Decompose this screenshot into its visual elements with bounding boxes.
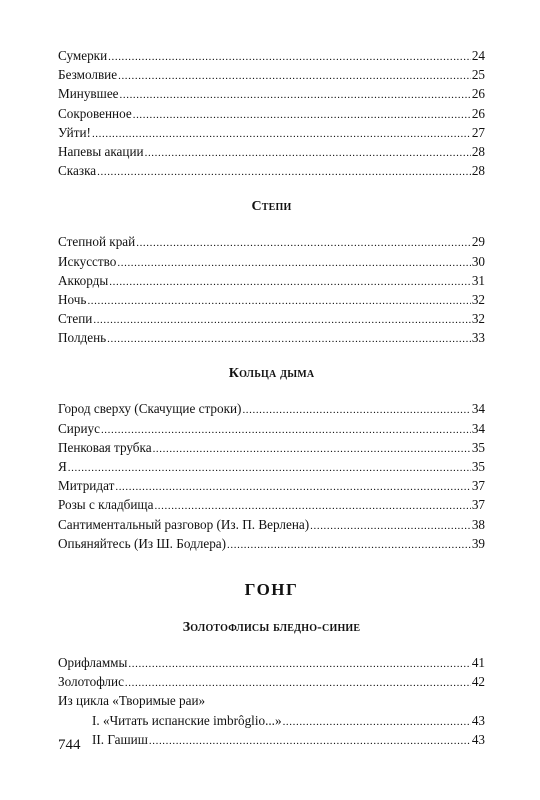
toc-entry-page: 35 <box>471 459 485 474</box>
toc-entry-title: Полдень <box>58 330 107 346</box>
toc-entry-page: 37 <box>471 497 485 513</box>
toc-entry <box>58 495 485 514</box>
toc-entry-title: Ночь <box>58 291 87 307</box>
dot-leader <box>128 655 470 674</box>
toc-entry-page: 28 <box>471 143 485 159</box>
page-number: 744 <box>58 737 81 753</box>
toc-entry-page: 37 <box>471 478 485 494</box>
toc-entry <box>58 46 485 65</box>
toc-entry-page: 29 <box>471 234 485 250</box>
dot-leader <box>115 478 470 497</box>
dot-leader <box>145 144 471 163</box>
toc-entry-title: Искусство <box>58 253 117 269</box>
dot-leader <box>107 330 471 349</box>
toc-entry <box>58 142 485 161</box>
dot-leader <box>133 106 471 125</box>
toc-entry <box>58 730 485 749</box>
toc-entry-title: Опьяняйтесь (Из Ш. Бодлера) <box>58 535 227 551</box>
section-heading: Степи <box>251 199 292 215</box>
toc-entry-page: 41 <box>471 654 485 670</box>
dot-leader <box>108 48 471 67</box>
section-heading: Золотофлисы бледно-синие <box>182 619 361 635</box>
toc-entry <box>58 476 485 495</box>
toc-entry <box>58 252 485 271</box>
toc-entry <box>58 515 485 534</box>
toc-entry-page: 28 <box>471 163 485 179</box>
toc-entry <box>58 534 485 553</box>
dot-leader <box>227 536 471 555</box>
toc-entry-page: 34 <box>471 420 485 436</box>
toc-entry-page: 31 <box>471 272 485 288</box>
toc-entry-page: 26 <box>471 86 485 102</box>
toc-entry-title: Сумерки <box>58 48 108 63</box>
dot-leader <box>242 401 470 420</box>
toc-entry-title: Степной край <box>58 234 136 250</box>
toc-entry <box>58 309 485 328</box>
toc-entry <box>58 65 485 84</box>
toc-entry-title: Розы с кладбища <box>58 497 154 513</box>
toc-entry <box>58 691 485 710</box>
dot-leader <box>92 125 471 144</box>
toc-entry-title: Митридат <box>58 478 115 494</box>
toc-entry-title: I. «Читать испанские imbrôglio...» <box>92 712 282 728</box>
toc-entry <box>58 232 485 251</box>
toc-entry-title: Из цикла «Творимые раи» <box>58 693 206 709</box>
toc-entry-title: Уйти! <box>58 124 91 140</box>
toc-entry-title: Степи <box>58 311 93 327</box>
toc-entry-page: 39 <box>471 535 485 551</box>
toc-entry-title: Я <box>58 459 67 474</box>
toc-entry <box>58 161 485 180</box>
dot-leader <box>120 86 471 105</box>
toc-entry <box>58 123 485 142</box>
toc-entry-title: Сириус <box>58 420 100 436</box>
section-heading: Кольца дыма <box>228 366 315 382</box>
toc-entry <box>58 419 485 438</box>
toc-entry <box>58 399 485 418</box>
toc-entry-title: Сантиментальный разговор (Из. П. Верлена) <box>58 516 310 532</box>
dot-leader <box>87 292 470 311</box>
dot-leader <box>101 421 471 440</box>
toc-entry-page: 35 <box>471 439 485 455</box>
toc-entry-page: 34 <box>471 401 485 417</box>
toc-entry <box>58 271 485 290</box>
toc-entry-title: Орифламмы <box>58 654 128 670</box>
toc-entry-page: 43 <box>471 731 485 747</box>
toc-entry-title: Минувшее <box>58 86 119 102</box>
toc-entry <box>58 438 485 457</box>
toc-entry <box>58 672 485 691</box>
toc-entry-page: 43 <box>471 712 485 728</box>
toc-entry <box>58 653 485 672</box>
toc-entry-title: Золотофлис <box>58 674 124 690</box>
dot-leader <box>97 163 471 182</box>
toc-entry-page: 24 <box>471 48 485 63</box>
toc-entry-page: 27 <box>471 124 485 140</box>
toc-entry-title: Сказка <box>58 163 97 179</box>
toc-entry-title: Пенковая трубка <box>58 439 152 455</box>
toc-entry-title: II. Гашиш <box>92 731 148 747</box>
toc-entry-title: Напевы акации <box>58 143 144 159</box>
toc-entry-page: 25 <box>471 67 485 83</box>
toc-entry-page: 38 <box>471 516 485 532</box>
toc-entry-page: 42 <box>471 674 485 690</box>
dot-leader <box>153 440 471 459</box>
toc-entry-page: 26 <box>471 105 485 121</box>
dot-leader <box>118 67 471 86</box>
toc-entry-title: Сокровенное <box>58 105 132 121</box>
toc-entry-title: Безмолвие <box>58 67 118 83</box>
toc-entry <box>58 457 485 476</box>
dot-leader <box>68 459 471 478</box>
table-of-contents <box>58 46 485 749</box>
dot-leader <box>93 311 470 330</box>
toc-entry-page: 32 <box>471 311 485 327</box>
toc-entry <box>58 328 485 347</box>
dot-leader <box>283 713 471 732</box>
dot-leader <box>117 254 470 273</box>
toc-entry-title: Город сверху (Скачущие строки) <box>58 401 242 417</box>
toc-entry <box>58 711 485 730</box>
toc-entry-page: 33 <box>471 330 485 346</box>
dot-leader <box>136 234 471 253</box>
toc-entry-title: Аккорды <box>58 272 109 288</box>
part-heading: ГОНГ <box>244 579 299 599</box>
toc-entry-page: 32 <box>471 291 485 307</box>
dot-leader <box>149 732 471 751</box>
toc-entry-page: 30 <box>471 253 485 269</box>
toc-entry <box>58 84 485 103</box>
toc-entry <box>58 290 485 309</box>
dot-leader <box>310 517 471 536</box>
dot-leader <box>109 273 471 292</box>
toc-entry <box>58 104 485 123</box>
